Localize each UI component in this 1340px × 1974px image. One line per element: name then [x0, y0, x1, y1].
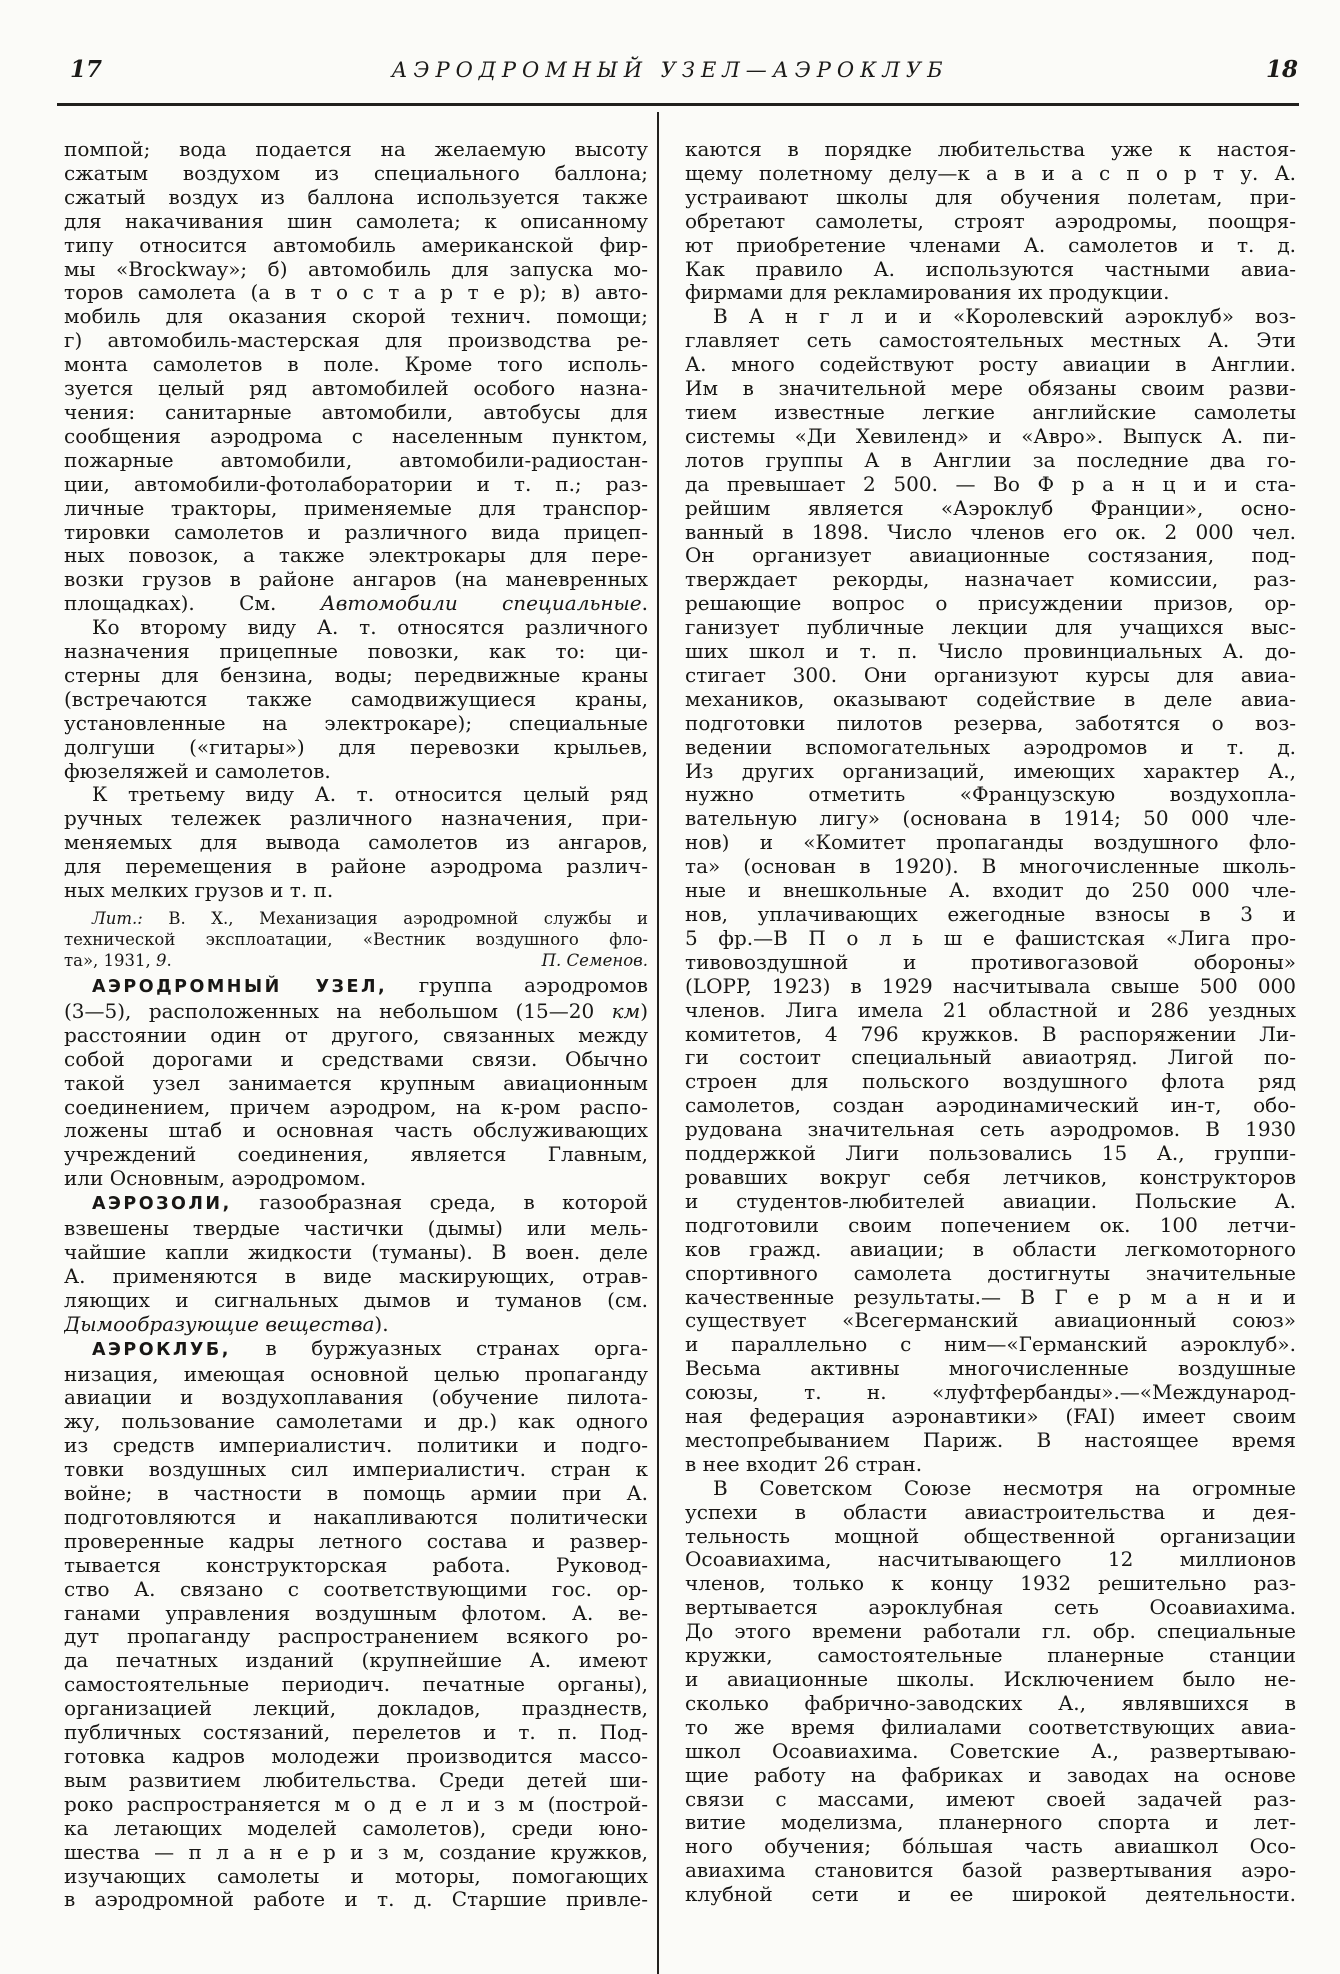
text-line: нужно отметить «Французскую воздухопла-	[685, 783, 1296, 807]
text-line: изучающих самолеты и моторы, помогающих	[64, 1864, 648, 1888]
running-head-title: АЭРОДРОМНЫЙ УЗЕЛ—АЭРОКЛУБ	[391, 58, 949, 82]
text-line: (3—5), расположенных на небольшом (15—20 км)	[64, 999, 648, 1023]
text-paragraph	[685, 305, 1296, 1476]
text-line: Весьма активны многочисленные воздушные	[685, 1357, 1296, 1381]
text-line: К третьему виду А. т. относится целый ряд	[92, 783, 648, 807]
text-line: ложены штаб и основная часть обслуживающих	[64, 1119, 648, 1143]
text-line: самостоятельные периодич. печатные органы),	[64, 1673, 648, 1697]
encyclopedia-entry	[64, 974, 648, 1191]
text-line: вательную лигу» (основана в 1914; 50 000 чле-	[685, 807, 1296, 831]
encyclopedia-entry	[64, 1191, 648, 1336]
text-paragraph	[64, 616, 648, 783]
text-line	[64, 950, 648, 971]
right-text-column	[685, 138, 1296, 1907]
text-line: (LOPP, 1923) в 1929 насчитывала свыше 500 000	[685, 974, 1296, 998]
text-line: соединением, причем аэродром, на к-ром распо-	[64, 1095, 648, 1119]
text-line: для накачивания шин самолета; к описанному	[64, 209, 648, 233]
text-line: рудована значительная сеть аэродромов. В 1930	[685, 1118, 1296, 1142]
text-line: готовка кадров молодежи производится массо-	[64, 1745, 648, 1768]
text-line: А. применяются в виде маскирующих, отрав-	[64, 1264, 648, 1288]
text-line: ная федерация аэронавтики» (FAI) имеет своим	[685, 1405, 1296, 1429]
text-line: ство А. связано с соответствующими гос. ор-	[64, 1577, 648, 1601]
page-number-right: 18	[1265, 56, 1298, 83]
text-line: связи с массами, имеют своей задачей раз-	[685, 1787, 1296, 1811]
text-line: существует «Всегерманский авиационный союз»	[685, 1309, 1296, 1333]
text-line: то же время филиалами соответствующих авиа-	[685, 1715, 1296, 1739]
text-line: для перемещения в районе аэродрома различ-	[64, 855, 648, 879]
text-line: В Советском Союзе несмотря на огромные	[713, 1476, 1296, 1500]
text-line: главляет сеть самостоятельных местных А. Эти	[685, 329, 1296, 353]
text-line: рейшим является «Аэроклуб Франции», осно-	[685, 496, 1296, 520]
text-line: подготовляются и накапливаются политически	[64, 1505, 648, 1529]
text-line: проверенные кадры летного состава и развер-	[64, 1529, 648, 1553]
text-line: авиации и воздухоплавания (обучение пилота-	[64, 1386, 648, 1410]
text-line: Ко второму виду А. т. относятся различного	[92, 616, 648, 640]
text-line: вертывается аэроклубная сеть Осоавиахима.	[685, 1596, 1296, 1620]
text-line: из средств империалистич. политики и подго-	[64, 1434, 648, 1458]
text-line: помпой; вода подается на желаемую высоту	[64, 138, 648, 161]
text-line: фюзеляжей и самолетов.	[64, 759, 331, 783]
text-line: типу относится автомобиль американской фир-	[64, 233, 648, 257]
text-line: ных повозок, а также электрокары для пере-	[64, 544, 648, 568]
text-line: устраивают школы для обучения полетам, при-	[685, 185, 1296, 209]
text-line: и параллельно с ним—«Германский аэроклуб».	[685, 1333, 1296, 1357]
text-paragraph	[64, 783, 648, 903]
text-line: технической эксплоатации, «Вестник воздушного фло-	[64, 930, 648, 949]
text-line: нов, уплачивающих ежегодные взносы в 3 и	[685, 903, 1296, 926]
text-line: Лит.: В. Х., Механизация аэродромной службы и	[92, 909, 648, 928]
text-line: зуется целый ряд автомобилей особого назна-	[64, 377, 648, 401]
text-line: АЭРОЗОЛИ, газообразная среда, в которой	[92, 1191, 648, 1215]
text-line: тивовоздушной и противогазовой обороны»	[685, 950, 1296, 974]
text-paragraph	[685, 138, 1296, 305]
text-line: тельность мощной общественной организации	[685, 1524, 1296, 1548]
text-line: щие работу на фабриках и заводах на основе	[685, 1763, 1296, 1787]
text-line: 5 фр.—В П о л ь ш е фашистская «Лига про-	[685, 926, 1296, 950]
text-line: сколько фабрично-заводских А., являвшихся в	[685, 1691, 1296, 1715]
column-divider-rule	[657, 112, 659, 1974]
text-line: низация, имеющая основной целью пропаганду	[64, 1362, 648, 1386]
text-line: Осоавиахима, насчитывающего 12 миллионов	[685, 1548, 1296, 1572]
text-line: сжатым воздухом из специального баллона;	[64, 161, 648, 185]
text-line: каются в порядке любительства уже к настоя-	[685, 138, 1296, 161]
text-paragraph	[64, 138, 648, 616]
text-line: ведении вспомогательных аэродромов и т. д.	[685, 735, 1296, 759]
text-line: школ Осоавиахима. Советские А., развертываю-	[685, 1739, 1296, 1763]
text-line: ги состоит специальный авиаотряд. Лигой по-	[685, 1046, 1296, 1070]
entry-headword: АЭРОКЛУБ,	[92, 1339, 231, 1360]
text-line: в нее входит 26 стран.	[685, 1452, 923, 1476]
text-line: взвешены твердые частички (дымы) или мель-	[64, 1217, 648, 1241]
text-line: членов, только к концу 1932 решительно раз-	[685, 1572, 1296, 1596]
text-line: шества — п л а н е р и з м, создание кружков,	[64, 1840, 648, 1864]
text-line: ших школ и т. п. Число провинциальных А. до-	[685, 640, 1296, 664]
text-line: щему полетному делу—к а в и а с п о р т у. А.	[685, 161, 1296, 185]
text-line: лотов группы А в Англии за последние два го-	[685, 448, 1296, 472]
text-line: возки грузов в районе ангаров (на маневренных	[64, 568, 648, 592]
text-line: авиахима становится базой развертывания аэро-	[685, 1859, 1296, 1883]
text-line: ные и внешкольные А. входит до 250 000 чле-	[685, 879, 1296, 903]
text-line: чайшие капли жидкости (туманы). В воен. деле	[64, 1240, 648, 1264]
text-line: мы «Brockway»; б) автомобиль для запуска мо-	[64, 257, 648, 281]
text-line: в аэродромной работе и т. д. Старшие привле-	[64, 1888, 648, 1912]
text-line: подготовки пилотов резерва, заботятся о воз-	[685, 711, 1296, 735]
text-line: (встречаются также самодвижущиеся краны,	[64, 687, 648, 711]
text-line: клубной сети и ее широкой деятельности.	[685, 1883, 1296, 1907]
text-line: Как правило А. используются частными авиа-	[685, 257, 1296, 281]
page-number-left: 17	[70, 56, 103, 83]
text-line: спортивного самолета достигнуты значительные	[685, 1261, 1296, 1285]
text-line: сообщения аэродрома с населенным пунктом,	[64, 424, 648, 448]
text-line: организацией лекций, докладов, празднеств,	[64, 1697, 648, 1721]
header-rule	[57, 103, 1299, 106]
text-line: дут пропаганду распространением всякого ро-	[64, 1625, 648, 1649]
text-line: стерны для бензина, воды; передвижные краны	[64, 663, 648, 687]
text-line: или Основным, аэродромом.	[64, 1167, 367, 1191]
text-line: ков гражд. авиации; в области легкомоторного	[685, 1237, 1296, 1261]
text-line: ции, автомобили-фотолаборатории и т. п.; раз-	[64, 472, 648, 496]
entry-headword: АЭРОДРОМНЫЙ УЗЕЛ,	[92, 977, 388, 997]
text-paragraph	[685, 1477, 1296, 1907]
text-line: г) автомобиль-мастерская для производства ре-	[64, 329, 648, 353]
text-line: В А н г л и и «Королевский аэроклуб» воз-	[713, 305, 1296, 329]
text-line: А. много содействуют росту авиации в Англии.	[685, 353, 1296, 377]
text-line: ганами управления воздушным флотом. А. ве-	[64, 1601, 648, 1625]
entry-headword: АЭРОЗОЛИ,	[92, 1194, 232, 1215]
left-text-column	[64, 138, 648, 1912]
encyclopedia-entry	[64, 1337, 648, 1913]
text-line: тировки самолетов и различного вида прицеп-	[64, 520, 648, 544]
text-line: Им в значительной мере обязаны своим разви-	[685, 377, 1296, 401]
text-line: да превышает 2 500. — Во Ф р а н ц и и ста-	[685, 472, 1296, 496]
text-line: и авиационные школы. Исключением было не-	[685, 1668, 1296, 1691]
text-line: обретают самолеты, строят аэродромы, поощря-	[685, 209, 1296, 233]
text-line: качественные результаты.— В Г е р м а н и и	[685, 1285, 1296, 1309]
text-line: тверждает рекорды, назначает комиссии, раз-	[685, 568, 1296, 592]
text-line: и студентов-любителей авиации. Польские А.	[685, 1189, 1296, 1213]
text-line: фирмами для рекламирования их продукции.	[685, 281, 1170, 305]
text-line: союзы, т. н. «луфтфербанды».—«Международ-	[685, 1381, 1296, 1405]
text-line: жу, пользование самолетами и др.) как одного	[64, 1410, 648, 1434]
text-line: АЭРОКЛУБ, в буржуазных странах орга-	[92, 1336, 648, 1360]
text-line: монта самолетов в поле. Кроме того исполь-	[64, 353, 648, 377]
text-line: Из других организаций, имеющих характер А.,	[685, 759, 1296, 783]
text-line: До этого времени работали гл. обр. специальные	[685, 1620, 1296, 1644]
literature-note	[64, 908, 648, 971]
text-line: местопребыванием Париж. В настоящее время	[685, 1428, 1296, 1452]
text-line: долгуши («гитары») для перевозки крыльев,	[64, 735, 648, 759]
text-line: ванный в 1898. Число членов его ок. 2 000 чел.	[685, 520, 1296, 544]
text-line: комитетов, 4 796 кружков. В распоряжении Ли-	[685, 1022, 1296, 1046]
text-line: публичных состязаний, перелетов и т. п. Под-	[64, 1721, 648, 1745]
text-line: АЭРОДРОМНЫЙ УЗЕЛ, группа аэродромов	[92, 974, 648, 997]
text-line: подготовили своим попечением ок. 100 летчи-	[685, 1213, 1296, 1237]
text-line: установленные на электрокаре); специальные	[64, 711, 648, 735]
text-line: нов) и «Комитет пропаганды воздушного фло-	[685, 831, 1296, 855]
text-line: пожарные автомобили, автомобили-радиостан-	[64, 448, 648, 472]
text-line: строен для польского воздушного флота ряд	[685, 1070, 1296, 1094]
text-line: мобиль для оказания скорой технич. помощи;	[64, 305, 648, 329]
text-line: ют приобретение членами А. самолетов и т. д.	[685, 233, 1296, 257]
text-line: собой дорогами и средствами связи. Обычно	[64, 1047, 648, 1071]
text-line: ляющих и сигнальных дымов и туманов (см.	[64, 1288, 648, 1312]
text-line: ганизует публичные лекции для учащихся выс-	[685, 616, 1296, 640]
text-line: сжатый воздух из баллона используется также	[64, 185, 648, 209]
text-line: Он организует авиационные состязания, под-	[685, 544, 1296, 568]
text-line: членов. Лига имела 21 областной и 286 уездных	[685, 998, 1296, 1022]
text-line: товки воздушных сил империалистич. стран к	[64, 1458, 648, 1482]
text-line: стигает 300. Они организуют курсы для авиа-	[685, 663, 1296, 687]
text-line: ного обучения; бо́льшая часть авиашкол Осо-	[685, 1835, 1296, 1859]
text-line: торов самолета (а в т о с т а р т е р); в) авто-	[64, 281, 648, 305]
text-line: такой узел занимается крупным авиационным	[64, 1071, 648, 1095]
text-line: расстоянии один от другого, связанных между	[64, 1023, 648, 1047]
author-signature: П. Семенов.	[541, 951, 648, 970]
text-line: да печатных изданий (крупнейшие А. имеют	[64, 1649, 648, 1673]
text-line: ровавших вокруг себя летчиков, конструкторов	[685, 1165, 1296, 1189]
text-line: самолетов, создан аэродинамический ин-т, обо-	[685, 1094, 1296, 1118]
text-line: чения: санитарные автомобили, автобусы для	[64, 400, 648, 424]
text-line: та» (основан в 1920). В многочисленные школь-	[685, 855, 1296, 879]
text-line: ных мелких грузов и т. п.	[64, 879, 334, 903]
literature-ref-text: та», 1931, 9.	[64, 951, 172, 970]
text-line: роко распространяется м о д е л и з м (построй-	[64, 1792, 648, 1816]
text-line: решающие вопрос о присуждении призов, ор-	[685, 592, 1296, 616]
text-line: тывается конструкторская работа. Руковод-	[64, 1553, 648, 1577]
text-line: вым развитием любительства. Среди детей ши-	[64, 1768, 648, 1792]
text-line: кружки, самостоятельные планерные станции	[685, 1644, 1296, 1668]
text-line: поддержкой Лиги пользовались 15 А., группи-	[685, 1142, 1296, 1166]
text-line: витие моделизма, планерного спорта и лет-	[685, 1811, 1296, 1835]
text-line: ка летающих моделей самолетов), среди юно-	[64, 1816, 648, 1840]
text-line: личные тракторы, применяемые для транспор-	[64, 496, 648, 520]
text-line: площадках). См. Автомобили специальные.	[64, 592, 648, 616]
text-line: системы «Ди Хевиленд» и «Авро». Выпуск А. пи-	[685, 424, 1296, 448]
text-line: назначения прицепные повозки, как то: ци-	[64, 640, 648, 664]
text-line: ручных тележек различного назначения, при-	[64, 807, 648, 831]
text-line: механиков, оказывают содействие в деле авиа-	[685, 687, 1296, 711]
text-line: тием известные легкие английские самолеты	[685, 400, 1296, 424]
text-line: учреждений соединения, является Главным,	[64, 1143, 648, 1167]
text-line: меняемых для вывода самолетов из ангаров,	[64, 831, 648, 855]
text-line: войне; в частности в помощь армии при А.	[64, 1482, 648, 1506]
text-line: успехи в области авиастроительства и дея-	[685, 1500, 1296, 1524]
text-line: Дымообразующие вещества).	[64, 1312, 389, 1336]
